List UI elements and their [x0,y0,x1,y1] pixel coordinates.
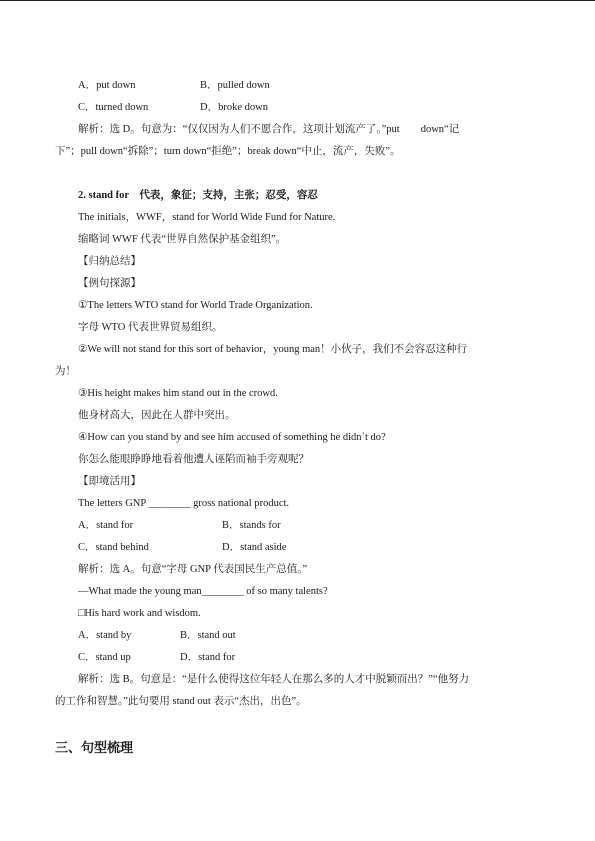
practice-2-option-a: A．stand by [78,630,132,641]
practice-1-question: The letters GNP ________ gross national product. [78,498,290,509]
summary-tag: 【归纳总结】 [78,256,141,267]
sentence-3-chinese: 他身材高大，因此在人群中突出。 [78,410,236,421]
practice-1-option-b: B．stands for [222,520,281,531]
practice-tag: 【即境活用】 [78,476,141,487]
practice-2-option-c: C．stand up [78,652,131,663]
q1-option-c: C．turned down [78,102,149,113]
sentence-1-chinese: 字母 WTO 代表世界贸易组织。 [78,322,223,333]
q1-option-a: A．put down [78,80,136,91]
practice-1-analysis: 解析：选 A。句意“字母 GNP 代表国民生产总值。” [78,564,308,575]
practice-2-analysis-line-1: 解析：选 B。句意是：“是什么使得这位年轻人在那么多的人才中脱颖而出？”“他努力 [78,674,470,685]
practice-2-analysis-line-2: 的工作和智慧。”此句要用 stand out 表示“杰出，出色”。 [55,696,307,707]
item-title: 2. stand for 代表，象征；支持，主张；忍受，容忍 [78,190,318,201]
explore-tag: 【例句探源】 [78,278,141,289]
page-top-rule [0,0,595,1]
practice-2-reply: □His hard work and wisdom. [78,608,201,619]
sentence-4-chinese: 你怎么能眼睁睁地看着他遭人诬陷而袖手旁观呢？ [78,454,309,465]
q1-analysis-line-2: 下”；pull down“拆除”；turn down“拒绝”；break down“中止，流产，失败”。 [55,146,401,157]
section-heading: 三、句型梳理 [55,741,134,756]
practice-2-option-b: B．stand out [180,630,236,641]
practice-1-option-d: D．stand aside [222,542,287,553]
sentence-1-english: ①The letters WTO stand for World Trade Organization. [78,300,313,311]
sentence-2-english [78,343,540,357]
sentence-2-continuation: 为！ [55,366,76,377]
sentence-4-english: ④How can you stand by and see him accused of something he didn᾽t do? [78,432,386,443]
practice-1-option-c: C．stand behind [78,542,149,553]
q1-analysis-line-1: 解析：选 D。句意为：“仅仅因为人们不愿合作，这项计划流产了。”put down“记 [78,124,460,135]
q1-option-b: B．pulled down [200,80,270,91]
practice-1-option-a: A．stand for [78,520,134,531]
q1-option-d: D．broke down [200,102,268,113]
practice-2-option-d: D．stand for [180,652,236,663]
sentence-3-english: ③His height makes him stand out in the crowd. [78,388,278,399]
practice-2-question: —What made the young man________ of so many talents? [78,586,328,597]
example-chinese: 缩略词 WWF 代表“世界自然保护基金组织”。 [78,234,287,245]
example-english: The initials，WWF，stand for World Wide Fund for Nature. [78,212,336,223]
sentence-2-text: ②We will not stand for this sort of behavior，young man！小伙子，我们不会容忍这种行 [78,344,468,355]
